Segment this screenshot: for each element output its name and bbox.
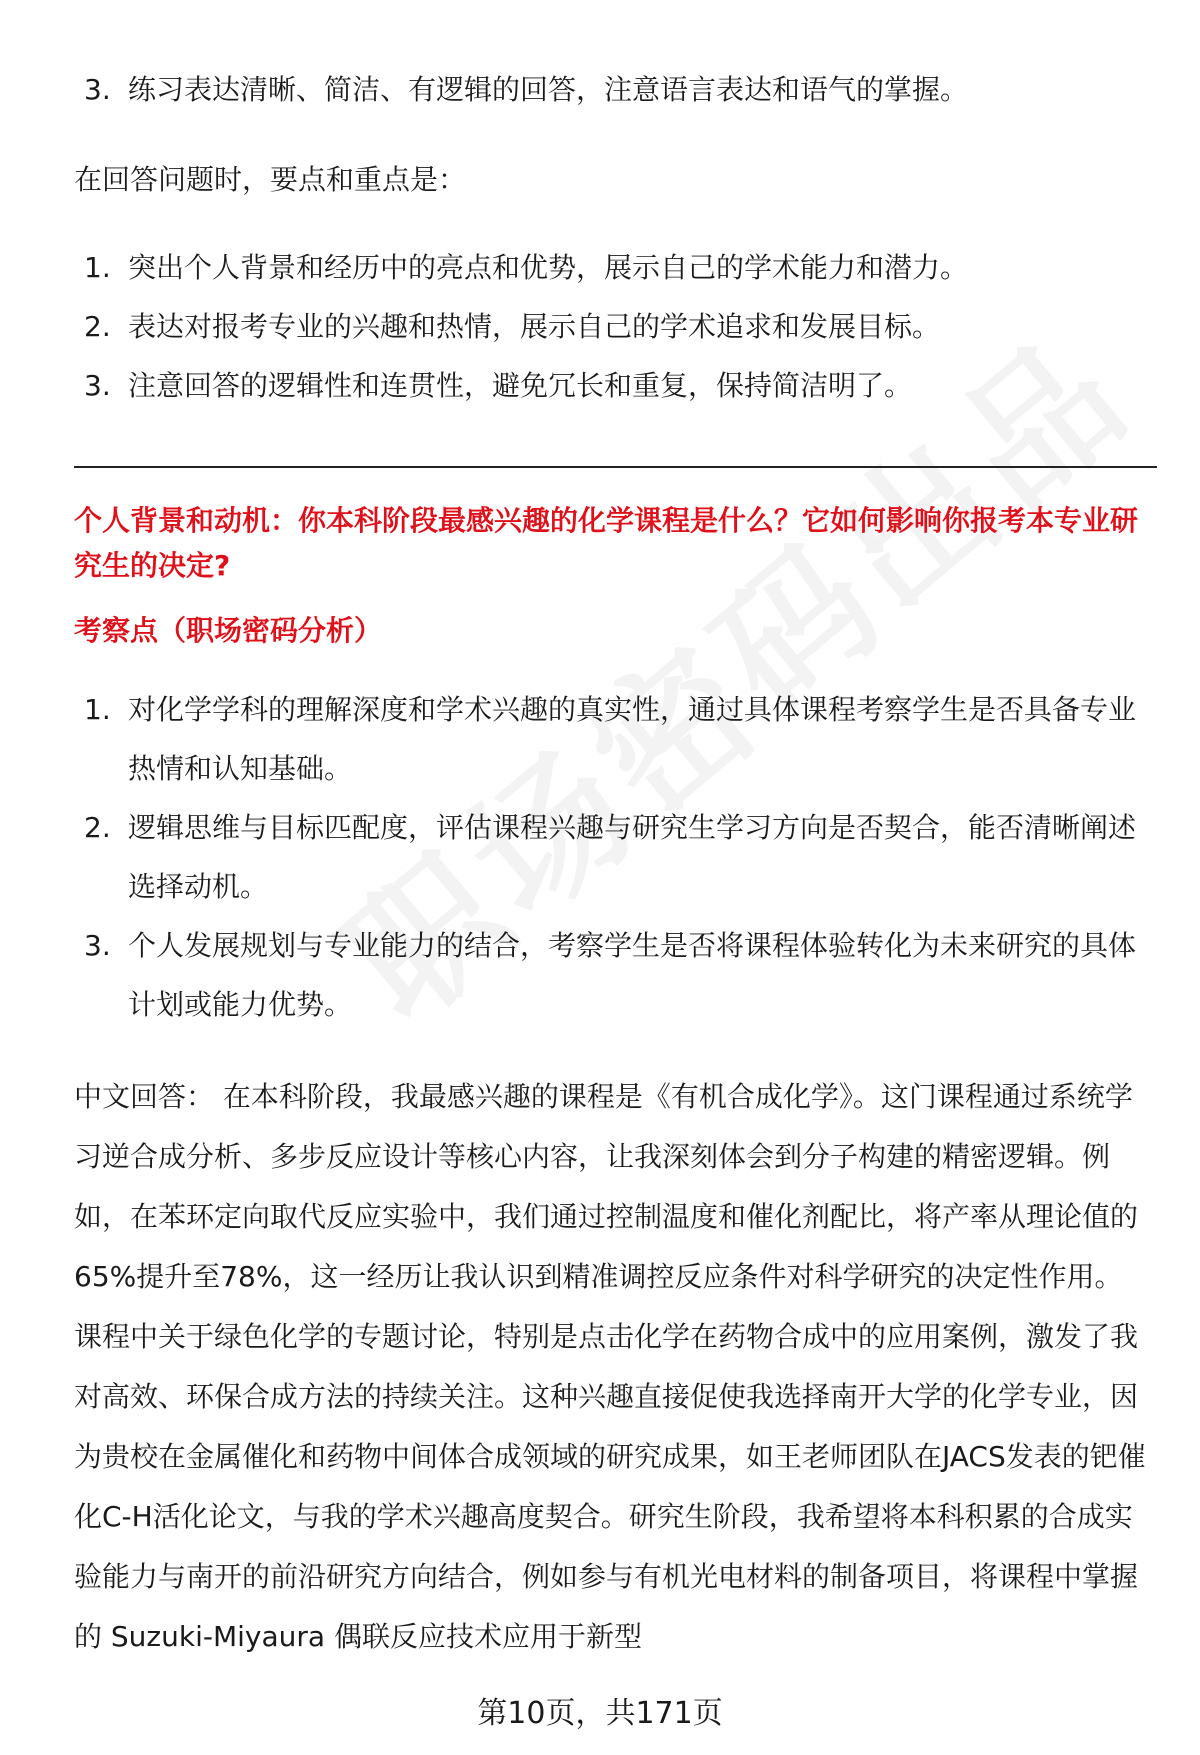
exam-points-list [84, 680, 1144, 1034]
answer-paragraph: 中文回答： 在本科阶段，我最感兴趣的课程是《有机合成化学》。这门课程通过系统学习逆合成分析、多步反应设计等核心内容，让我深刻体会到分子构建的精密逻辑。例如，在苯环定向取代反应实验中，我们通过控制温度和催化剂配比，将产率从理论值的65%提升至78%，这一经历让我认识到精准调控反应条件对科学研究的决定性作用。课程中关于绿色化学的专题讨论，特别是点击化学在药物合成中的应用案例，激发了我对高效、环保合成方法的持续关注。这种兴趣直接促使我选择南开大学的化学专业，因为贵校在金属催化和药物中间体合成领域的研究成果，如王老师团队在JACS发表的钯催化C-H活化论文，与我的学术兴趣高度契合。研究生阶段，我希望将本科积累的合成实验能力与南开的前沿研究方向结合，例如参与有机光电材料的制备项目，将课程中掌握的 Suzuki-Miyaura 偶联反应技术应用于新型 [74, 1080, 1146, 1653]
list-number: 3. [84, 73, 111, 106]
key-points-intro: 在回答问题时，要点和重点是： [74, 163, 467, 196]
list-item [84, 680, 1144, 798]
list-number: 2. [84, 811, 111, 844]
list-number: 3. [84, 369, 111, 402]
list-number: 3. [84, 929, 111, 962]
list-number: 1. [84, 251, 111, 284]
key-points-list [84, 238, 1144, 415]
section-divider [74, 466, 1157, 468]
list-item [84, 916, 1144, 1034]
top-list [84, 60, 1144, 119]
exam-point-heading: 考察点（职场密码分析） [74, 614, 383, 647]
list-text: 个人发展规划与专业能力的结合，考察学生是否将课程体验转化为未来研究的具体计划或能力优势。 [128, 929, 1137, 1021]
list-item [84, 297, 1144, 356]
list-item [84, 798, 1144, 916]
page-footer: 第10页，共171页 [477, 1696, 723, 1731]
list-item [84, 60, 1144, 119]
list-text: 逻辑思维与目标匹配度，评估课程兴趣与研究生学习方向是否契合，能否清晰阐述选择动机。 [128, 811, 1137, 903]
list-text: 注意回答的逻辑性和连贯性，避免冗长和重复，保持简洁明了。 [128, 369, 913, 402]
list-number: 1. [84, 693, 111, 726]
list-text: 对化学学科的理解深度和学术兴趣的真实性，通过具体课程考察学生是否具备专业热情和认知基础。 [128, 693, 1137, 785]
list-item [84, 356, 1144, 415]
list-text: 练习表达清晰、简洁、有逻辑的回答，注意语言表达和语气的掌握。 [128, 73, 969, 106]
question-heading: 个人背景和动机：你本科阶段最感兴趣的化学课程是什么？它如何影响你报考本专业研究生的决定? [74, 504, 1139, 582]
list-text: 表达对报考专业的兴趣和热情，展示自己的学术追求和发展目标。 [128, 310, 941, 343]
list-text: 突出个人背景和经历中的亮点和优势，展示自己的学术能力和潜力。 [128, 251, 969, 284]
list-number: 2. [84, 310, 111, 343]
list-item [84, 238, 1144, 297]
